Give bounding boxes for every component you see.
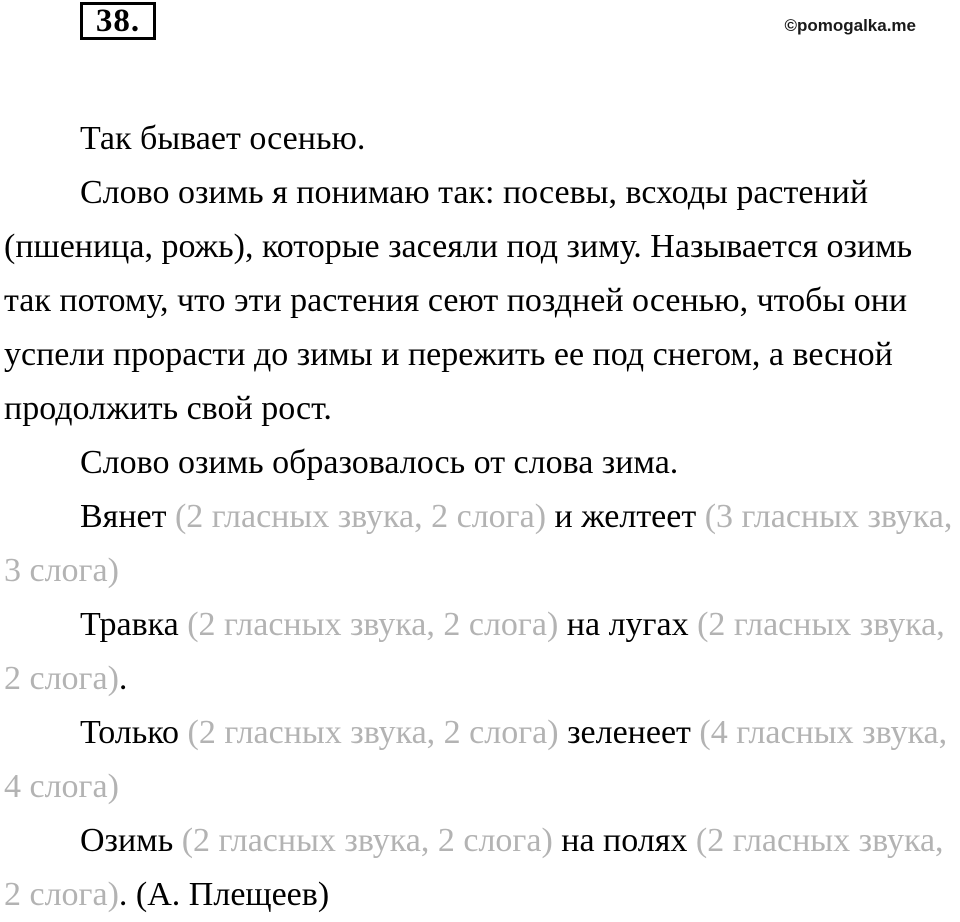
poem-word: зеленеет (567, 714, 691, 751)
poem-word: Вянет (80, 498, 167, 535)
syllable-note: (2 гласных звука, 2 слога) (187, 606, 559, 643)
syllable-note: (2 гласных звука, 2 слога) (174, 498, 547, 535)
paragraph: Слово озимь образовалось от слова зима. (80, 444, 679, 481)
syllable-note: (3 гласных звука, 3 слога) (4, 498, 953, 589)
syllable-note: (2 гласных звука, 2 слога) (187, 714, 559, 751)
watermark: ©pomogalka.me (784, 16, 916, 35)
paragraph: Так бывает осенью. (80, 120, 366, 157)
poem-tail: . (А. Плещеев) (118, 876, 330, 913)
syllable-note: (2 гласных звука, 2 слога) (4, 606, 945, 697)
poem-word: Озимь (80, 822, 174, 859)
poem-line (4, 598, 956, 706)
poem-word: на лугах (566, 606, 689, 643)
poem-line (4, 490, 956, 598)
poem-word: на полях (561, 822, 688, 859)
exercise-number: 38. (80, 2, 156, 40)
poem-tail: . (118, 660, 128, 697)
poem-line (4, 814, 956, 922)
document-body (4, 112, 956, 922)
syllable-note: (2 гласных звука, 2 слога) (181, 822, 553, 859)
poem-word: Травка (80, 606, 179, 643)
paragraph: Слово озимь я понимаю так: посевы, всходы растений (пшеница, рожь), которые засеяли под зиму. Называется озимь так потому, что эти растения сеют поздней осенью, чтобы они успели прорасти до зимы и пережить ее под снегом, а весной продолжить свой рост. (4, 174, 913, 427)
syllable-note: (2 гласных звука, 2 слога) (4, 822, 944, 913)
poem-word: Только (80, 714, 180, 751)
poem-line (4, 706, 956, 814)
syllable-note: (4 гласных звука, 4 слога) (4, 714, 948, 805)
poem-word: и желтеет (554, 498, 697, 535)
